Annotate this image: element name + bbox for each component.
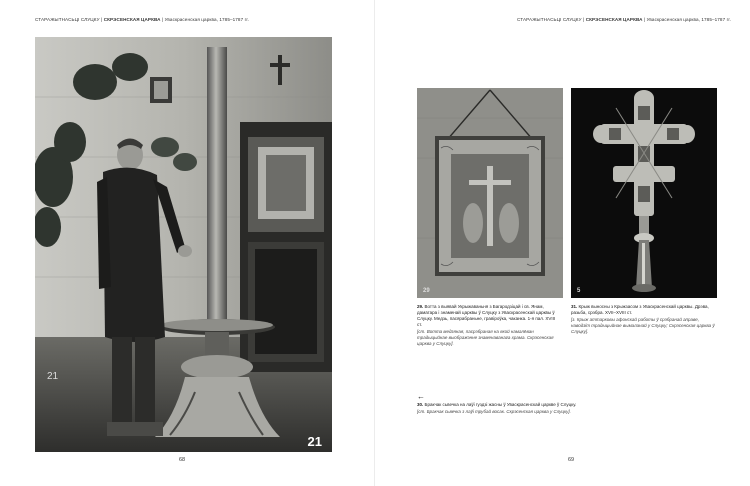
- caption-text: Бракчак сьвечка на лаўі гуздзі жасны ў Уваскрасенскай царкве ў Слуцку.: [424, 402, 577, 407]
- arrow-left-icon: ←: [417, 392, 425, 401]
- plate-number-main-inset: 21: [47, 371, 59, 382]
- page-number-right: 69: [568, 457, 575, 463]
- caption-number: 30.: [417, 402, 424, 407]
- running-head-section: СКРЭСЕНСКАЯ ЦАРКВА: [103, 17, 161, 22]
- running-head-prefix: СТАРАЖЫТНАСЬЦІ СЛУЦКУ |: [517, 17, 585, 22]
- caption-text: Вотта з выявай Укрыжаваньня з Багародзіцай і св. Янам, даматара і знаменай царквы ў Слуцку з Уваскрасенскай царквы ў Слуцку. Медзь, пасярабраньне, гравіроўка, чаканка. 1-я пал. XVIII ст.: [417, 304, 556, 327]
- plate-number-main: 21: [307, 434, 322, 449]
- caption-translation: [з. Крыж аттарковы афонскай работы ў срэбранай аправе, наводзіт традыцыйнае вымаланай у Слуцку; Скрэсенская царква ў Слуцку].: [571, 317, 715, 334]
- caption-translation: [ст. Бракчак сьвечка з лаўі трубай восак. Скрэсенская царква у Слуцку].: [417, 409, 571, 414]
- photo-processional-cross-image: [571, 88, 717, 298]
- caption-text: Крыж выносны з Крыжзасом з Уваскрасенскай царквы. Дрэва, разьба, срэбра. XVII–XVIII ст.: [571, 304, 709, 315]
- page-number-left: 68: [179, 457, 186, 463]
- caption-29: [417, 304, 557, 347]
- photo-processional-cross: [571, 88, 717, 298]
- running-head-suffix: | Уваскрасенская царква, 1785–1787 гг.: [162, 17, 249, 22]
- running-head-suffix: | Уваскрасенская царква, 1785–1787 гг.: [644, 17, 731, 22]
- caption-translation: [ст. Вотта медзяная, пасрэбраная на якой намалёван традыцыйнае выображэнне знаменаванага храма. Скрэсенская царква у Слуцку].: [417, 329, 554, 346]
- caption-number: 31.: [571, 304, 578, 309]
- running-head-left: [35, 17, 249, 22]
- caption-30: [417, 402, 637, 415]
- photo-man-with-candlestick-image: [35, 37, 332, 452]
- plate-number-icon: 29: [423, 288, 430, 294]
- plate-number-cross: 5: [577, 288, 581, 294]
- photo-hanging-icon-image: [417, 88, 563, 298]
- photo-hanging-icon: [417, 88, 563, 298]
- caption-31: [571, 304, 717, 335]
- running-head-section: СКРЭСЕНСКАЯ ЦАРКВА: [585, 17, 643, 22]
- running-head-right: [517, 17, 731, 22]
- photo-man-with-candlestick: [35, 37, 332, 452]
- caption-number: 29.: [417, 304, 424, 309]
- running-head-prefix: СТАРАЖЫТНАСЬЦІ СЛУЦКУ |: [35, 17, 103, 22]
